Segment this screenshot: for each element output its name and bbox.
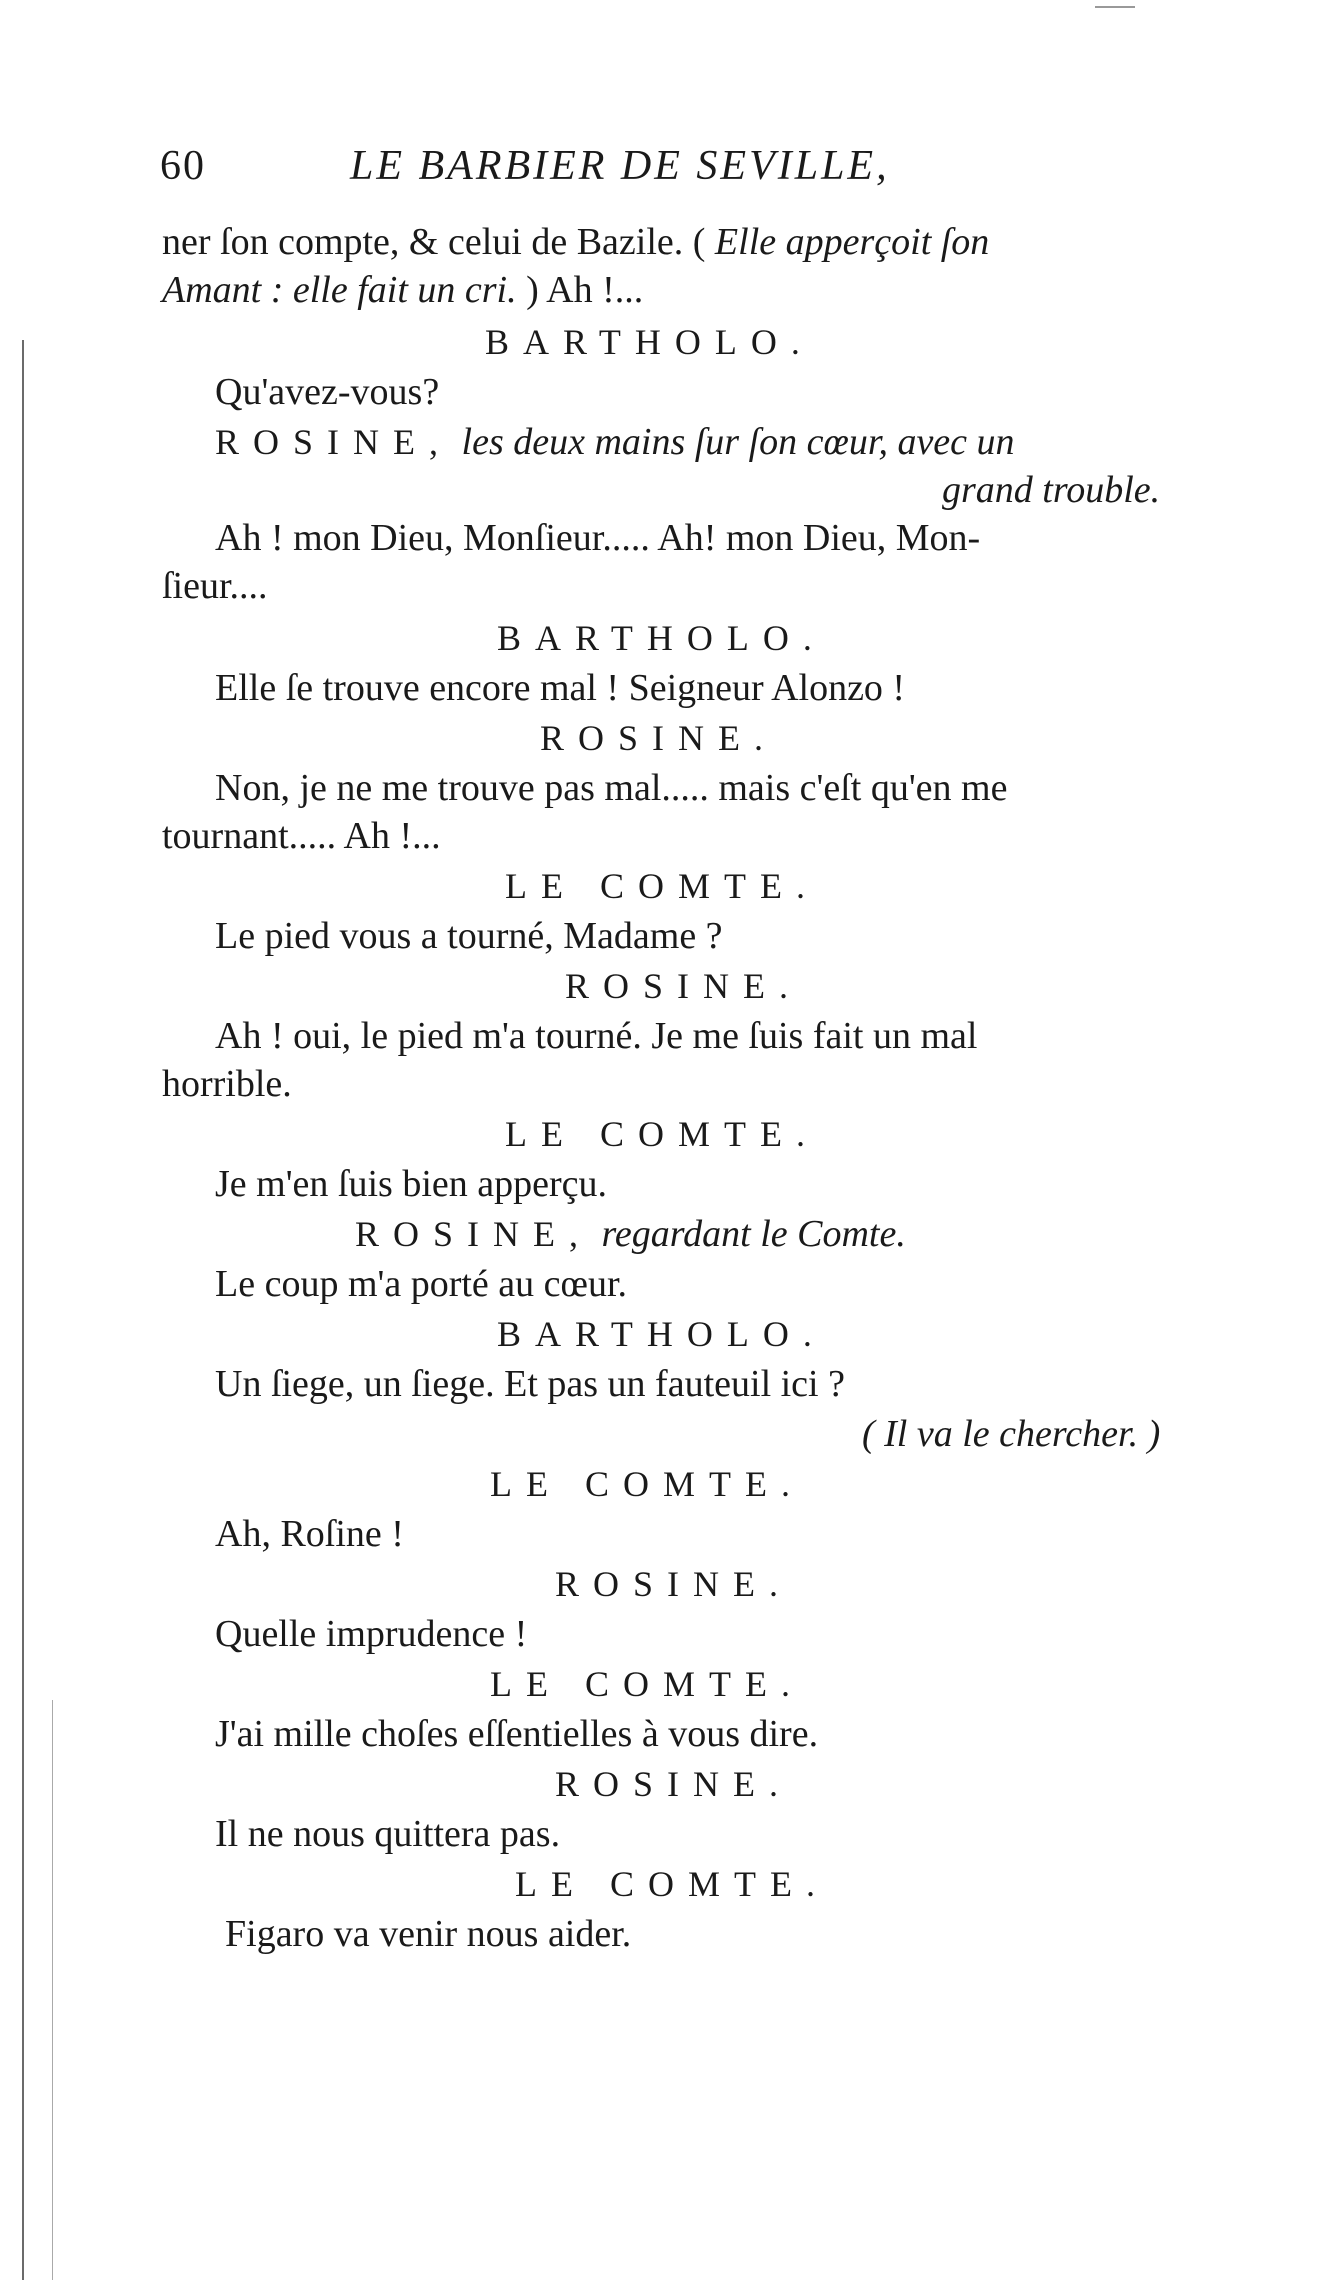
text-line: Ah ! mon Dieu, Monſieur..... Ah! mon Dieu, Mon-: [215, 517, 981, 559]
stage-direction: regardant le Comte.: [601, 1213, 906, 1255]
text-line: Elle ſe trouve encore mal ! Seigneur Alonzo !: [215, 667, 906, 709]
text-line: J'ai mille choſes eſſentielles à vous dire.: [215, 1713, 819, 1755]
text-line: Ah ! oui, le pied m'a tourné. Je me ſuis fait un mal: [215, 1015, 978, 1057]
speaker-name: ROSINE,: [215, 422, 453, 462]
stage-direction: Elle apperçoit ſon: [714, 221, 990, 263]
text-line: Amant : elle fait un cri. ) Ah !...: [162, 269, 644, 311]
text-line: ſieur....: [162, 565, 268, 607]
text-line: Non, je ne me trouve pas mal..... mais c'eſt qu'en me: [215, 767, 1008, 809]
speaker-name: ROSINE,: [355, 1214, 593, 1254]
page-header: [160, 142, 1060, 194]
text-line: Un ſiege, un ſiege. Et pas un fauteuil ici ?: [215, 1363, 845, 1405]
speaker-name: BARTHOLO.: [497, 618, 826, 658]
stage-direction: grand trouble.: [942, 469, 1161, 511]
text-line: Le pied vous a tourné, Madame ?: [215, 915, 723, 957]
speaker-name: LE COMTE.: [515, 1864, 829, 1904]
text-line: Il ne nous quittera pas.: [215, 1813, 561, 1855]
text-line: Le coup m'a porté au cœur.: [215, 1263, 628, 1305]
speaker-name: ROSINE.: [555, 1764, 793, 1804]
speaker-name: BARTHOLO.: [485, 322, 814, 362]
text-line: Ah, Roſine !: [215, 1513, 404, 1555]
text-line: [215, 418, 1015, 466]
running-title: LE BARBIER DE SEVILLE,: [350, 143, 890, 189]
gutter-line: [22, 340, 24, 2280]
speaker-name: ROSINE.: [540, 718, 778, 758]
text-line: Qu'avez-vous?: [215, 371, 440, 413]
text-line: Je m'en ſuis bien apperçu.: [215, 1163, 608, 1205]
text-line: horrible.: [162, 1063, 292, 1105]
text-line: [355, 1210, 906, 1258]
gutter-line-inner: [52, 1700, 53, 2280]
stage-direction: Amant : elle fait un cri.: [162, 269, 517, 311]
speaker-name: LE COMTE.: [505, 1114, 819, 1154]
text-line: ner ſon compte, & celui de Bazile. ( Elle apperçoit ſon: [162, 221, 990, 263]
speaker-name: ROSINE.: [565, 966, 803, 1006]
text-line: Quelle imprudence !: [215, 1613, 528, 1655]
speaker-name: LE COMTE.: [490, 1664, 804, 1704]
stage-direction: les deux mains ſur ſon cœur, avec un: [461, 421, 1015, 463]
top-edge-mark: [1095, 6, 1135, 8]
text-line: tournant..... Ah !...: [162, 815, 441, 857]
page-number: 60: [160, 143, 206, 189]
text-line: Figaro va venir nous aider.: [225, 1913, 632, 1955]
speaker-name: LE COMTE.: [490, 1464, 804, 1504]
stage-direction: ( Il va le chercher. ): [862, 1413, 1161, 1455]
speaker-name: LE COMTE.: [505, 866, 819, 906]
speaker-name: BARTHOLO.: [497, 1314, 826, 1354]
speaker-name: ROSINE.: [555, 1564, 793, 1604]
